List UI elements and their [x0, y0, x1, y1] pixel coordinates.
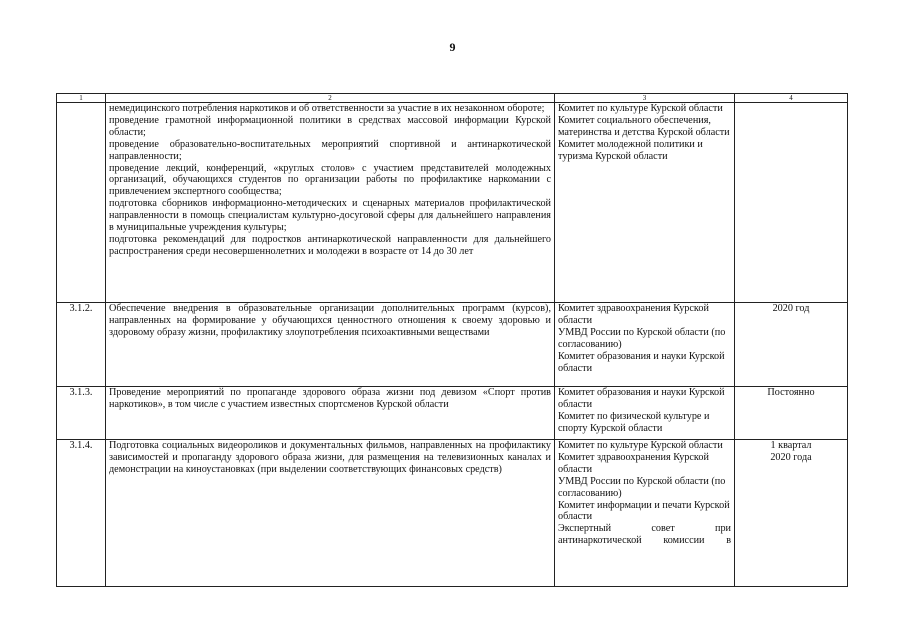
table-row	[57, 387, 848, 440]
table-row	[57, 440, 848, 587]
activity-text: проведение грамотной информационной политики в средствах массовой информации Курской области;	[109, 114, 551, 138]
responsible-body: Комитет здравоохранения Курской области	[558, 303, 709, 326]
item-number: 3.1.3.	[57, 387, 106, 440]
activity-text: Проведение мероприятий по пропаганде здорового образа жизни под девизом «Спорт против наркотиков», в том числе с участием известных спортсменов Курской области	[109, 387, 551, 410]
activity-cell	[106, 440, 555, 587]
column-number: 1	[57, 94, 106, 103]
column-number: 3	[555, 94, 735, 103]
table-row	[57, 303, 848, 387]
term-cell	[735, 440, 848, 587]
responsible-body: Комитет информации и печати Курской области	[558, 499, 730, 523]
table-row	[57, 103, 848, 303]
responsible-cell	[555, 103, 735, 303]
term-cell	[735, 103, 848, 303]
term-cell: Постоянно	[735, 387, 848, 440]
item-number	[57, 103, 106, 303]
responsible-body: Комитет социального обеспечения, материнства и детства Курской области	[558, 114, 730, 138]
activity-text: подготовка рекомендаций для подростков антинаркотической направленности для дальнейшего распространения среди несовершеннолетних и молодежи в возрасте от 14 до 30 лет	[109, 233, 551, 257]
column-number: 4	[735, 94, 848, 103]
page-number: 9	[449, 40, 456, 54]
responsible-body: Комитет по культуре Курской области	[558, 440, 723, 451]
responsible-body: УМВД России по Курской области (по согласованию)	[558, 475, 726, 499]
activity-text: проведение лекций, конференций, «круглых столов» с участием представителей молодежных организаций, обучающихся студентов по организации работы по профилактике наркомании с привлечением экспертного сообщества;	[109, 162, 551, 198]
responsible-body: Комитет по культуре Курской области	[558, 103, 723, 114]
term-line: 2020 года	[770, 451, 812, 463]
activity-cell	[106, 387, 555, 440]
responsible-cell	[555, 387, 735, 440]
term-cell: 2020 год	[735, 303, 848, 387]
responsible-body: Экспертный совет при антинаркотической комиссии в	[558, 523, 731, 547]
responsible-body: Комитет здравоохранения Курской области	[558, 451, 709, 475]
column-number-row	[57, 94, 848, 103]
responsible-body: Комитет образования и науки Курской области	[558, 387, 725, 410]
responsible-body: Комитет молодежной политики и туризма Курской области	[558, 138, 703, 162]
responsible-cell	[555, 440, 735, 587]
column-number: 2	[106, 94, 555, 103]
responsible-body: УМВД России по Курской области (по согласованию)	[558, 326, 726, 350]
activity-cell	[106, 103, 555, 303]
activity-text: Обеспечение внедрения в образовательные организации дополнительных программ (курсов), направленных на формирование у обучающихся ценностного отношения к своему здоровью и здоровому образу жизни, профилактику злоупотребления психоактивными веществами	[109, 303, 551, 338]
item-number: 3.1.4.	[57, 440, 106, 587]
activity-text: проведение образовательно-воспитательных мероприятий спортивной и антинаркотической направленности;	[109, 138, 551, 162]
activity-cell	[106, 303, 555, 387]
activity-text: Подготовка социальных видеороликов и документальных фильмов, направленных на профилактику зависимостей и пропаганду здорового образа жизни, для размещения на телевизионных каналах и демонстрации на киноустановках (при выделении соответствующих финансовых средств)	[109, 440, 551, 475]
activity-text: подготовка сборников информационно-методических и сценарных материалов профилактической направленности в помощь специалистам культурно-досуговой сферы для дальнейшего направления в муниципальные учреждения культуры;	[109, 198, 551, 234]
responsible-body: Комитет по физической культуре и спорту Курской области	[558, 410, 710, 434]
activity-text: немедицинского потребления наркотиков и об ответственности за участие в их незаконном обороте;	[109, 103, 545, 114]
item-number: 3.1.2.	[57, 303, 106, 387]
responsible-body: Комитет образования и науки Курской области	[558, 350, 725, 374]
action-plan-table	[56, 93, 848, 587]
responsible-cell	[555, 303, 735, 387]
term-line: 1 квартал	[770, 440, 812, 451]
